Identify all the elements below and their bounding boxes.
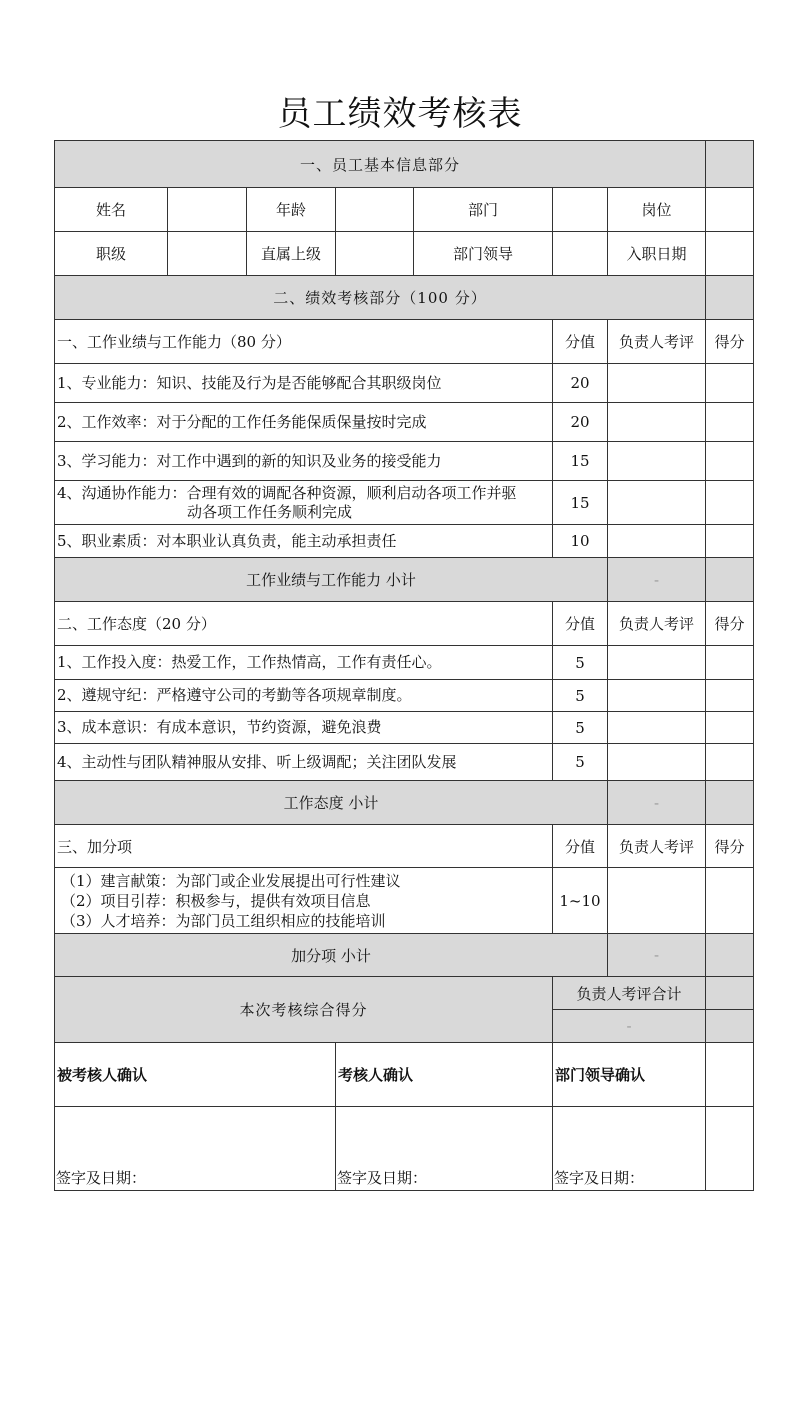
bonus-items	[55, 868, 553, 934]
appraisal-table	[54, 140, 754, 1191]
bonus-score: 1~10	[553, 868, 608, 934]
section-basic-info-heading: 一、员工基本信息部分	[55, 141, 706, 188]
part3-subtotal-value: -	[608, 934, 706, 977]
criteria-item: 3、成本意识：有成本意识，节约资源，避免浪费	[55, 712, 553, 744]
col-reviewer-header: 负责人考评	[608, 602, 706, 646]
criteria-score: 10	[553, 525, 608, 558]
reviewer-score-cell[interactable]	[608, 525, 706, 558]
col-reviewer-header: 负责人考评	[608, 320, 706, 364]
col-score-header: 分值	[553, 602, 608, 646]
examinee-signature-area[interactable]	[55, 1107, 336, 1191]
criteria-item: 3、学习能力：对工作中遇到的新的知识及业务的接受能力	[55, 442, 553, 481]
reviewer-score-cell[interactable]	[608, 481, 706, 525]
part1-subtotal-label: 工作业绩与工作能力 小计	[55, 558, 608, 602]
criteria-score: 5	[553, 680, 608, 712]
got-score-cell[interactable]	[706, 646, 754, 680]
part1-heading: 一、工作业绩与工作能力（80 分）	[55, 320, 553, 364]
col-got-header: 得分	[706, 825, 754, 868]
value-supervisor[interactable]	[336, 232, 414, 276]
col-score-header: 分值	[553, 825, 608, 868]
subtotal-blank-cell	[706, 934, 754, 977]
reviewer-total-label: 负责人考评合计	[553, 977, 706, 1010]
criteria-score: 5	[553, 744, 608, 781]
col-got-header: 得分	[706, 602, 754, 646]
criteria-item	[55, 481, 553, 525]
label-age: 年龄	[247, 188, 336, 232]
total-blank-cell	[706, 1010, 754, 1043]
bonus-item: （2）项目引荐：积极参与，提供有效项目信息	[61, 891, 371, 910]
value-dept-leader[interactable]	[553, 232, 608, 276]
dept-leader-signature-area[interactable]	[553, 1107, 706, 1191]
signature-date-label: 签字及日期：	[337, 1169, 428, 1187]
label-hire-date: 入职日期	[608, 232, 706, 276]
criteria-item: 4、主动性与团队精神服从安排、听上级调配；关注团队发展	[55, 744, 553, 781]
label-supervisor: 直属上级	[247, 232, 336, 276]
criteria-item: 2、工作效率：对于分配的工作任务能保质保量按时完成	[55, 403, 553, 442]
label-dept-leader: 部门领导	[414, 232, 553, 276]
criteria-item: 1、专业能力：知识、技能及行为是否能够配合其职级岗位	[55, 364, 553, 403]
criteria-item-line1: 4、沟通协作能力：合理有效的调配各种资源，顺利启动各项工作并驱	[57, 483, 517, 502]
reviewer-score-cell[interactable]	[608, 646, 706, 680]
part3-subtotal-label: 加分项 小计	[55, 934, 608, 977]
reviewer-score-cell[interactable]	[608, 442, 706, 481]
label-rank: 职级	[55, 232, 168, 276]
total-score-label: 本次考核综合得分	[55, 977, 553, 1043]
section-performance-heading: 二、绩效考核部分（100 分）	[55, 276, 706, 320]
reviewer-score-cell[interactable]	[608, 868, 706, 934]
criteria-score: 15	[553, 442, 608, 481]
confirm-examiner-label: 考核人确认	[336, 1043, 553, 1107]
part3-heading: 三、加分项	[55, 825, 553, 868]
got-score-cell[interactable]	[706, 744, 754, 781]
value-position[interactable]	[706, 188, 754, 232]
part1-subtotal-value: -	[608, 558, 706, 602]
value-name[interactable]	[168, 188, 247, 232]
criteria-item: 5、职业素质：对本职业认真负责，能主动承担责任	[55, 525, 553, 558]
label-department: 部门	[414, 188, 553, 232]
value-age[interactable]	[336, 188, 414, 232]
got-score-cell[interactable]	[706, 403, 754, 442]
bonus-item: （3）人才培养：为部门员工组织相应的技能培训	[61, 911, 386, 930]
reviewer-score-cell[interactable]	[608, 712, 706, 744]
got-score-cell[interactable]	[706, 868, 754, 934]
col-got-header: 得分	[706, 320, 754, 364]
reviewer-score-cell[interactable]	[608, 403, 706, 442]
got-score-cell[interactable]	[706, 442, 754, 481]
value-department[interactable]	[553, 188, 608, 232]
reviewer-score-cell[interactable]	[608, 680, 706, 712]
form-title: 员工绩效考核表	[277, 94, 523, 134]
total-blank-cell	[706, 977, 754, 1010]
got-score-cell[interactable]	[706, 364, 754, 403]
examiner-signature-area[interactable]	[336, 1107, 553, 1191]
label-name: 姓名	[55, 188, 168, 232]
subtotal-blank-cell	[706, 558, 754, 602]
criteria-item: 2、遵规守纪：严格遵守公司的考勤等各项规章制度。	[55, 680, 553, 712]
got-score-cell[interactable]	[706, 712, 754, 744]
col-reviewer-header: 负责人考评	[608, 825, 706, 868]
confirm-blank-cell	[706, 1043, 754, 1107]
value-hire-date[interactable]	[706, 232, 754, 276]
got-score-cell[interactable]	[706, 680, 754, 712]
subtotal-blank-cell	[706, 781, 754, 825]
col-score-header: 分值	[553, 320, 608, 364]
got-score-cell[interactable]	[706, 481, 754, 525]
criteria-score: 5	[553, 712, 608, 744]
signature-blank-cell	[706, 1107, 754, 1191]
criteria-score: 20	[553, 403, 608, 442]
reviewer-total-value: -	[553, 1010, 706, 1043]
criteria-item-line2: 动各项工作任务顺利完成	[187, 502, 353, 521]
signature-date-label: 签字及日期：	[554, 1169, 645, 1187]
confirm-examinee-label: 被考核人确认	[55, 1043, 336, 1107]
criteria-score: 20	[553, 364, 608, 403]
criteria-score: 15	[553, 481, 608, 525]
reviewer-score-cell[interactable]	[608, 364, 706, 403]
confirm-dept-leader-label: 部门领导确认	[553, 1043, 706, 1107]
heading-blank-cell	[706, 276, 754, 320]
label-position: 岗位	[608, 188, 706, 232]
criteria-score: 5	[553, 646, 608, 680]
reviewer-score-cell[interactable]	[608, 744, 706, 781]
heading-blank-cell	[706, 141, 754, 188]
part2-heading: 二、工作态度（20 分）	[55, 602, 553, 646]
got-score-cell[interactable]	[706, 525, 754, 558]
bonus-item: （1）建言献策：为部门或企业发展提出可行性建议	[61, 871, 401, 890]
part2-subtotal-value: -	[608, 781, 706, 825]
signature-date-label: 签字及日期：	[56, 1169, 147, 1187]
part2-subtotal-label: 工作态度 小计	[55, 781, 608, 825]
criteria-item: 1、工作投入度：热爱工作，工作热情高，工作有责任心。	[55, 646, 553, 680]
value-rank[interactable]	[168, 232, 247, 276]
